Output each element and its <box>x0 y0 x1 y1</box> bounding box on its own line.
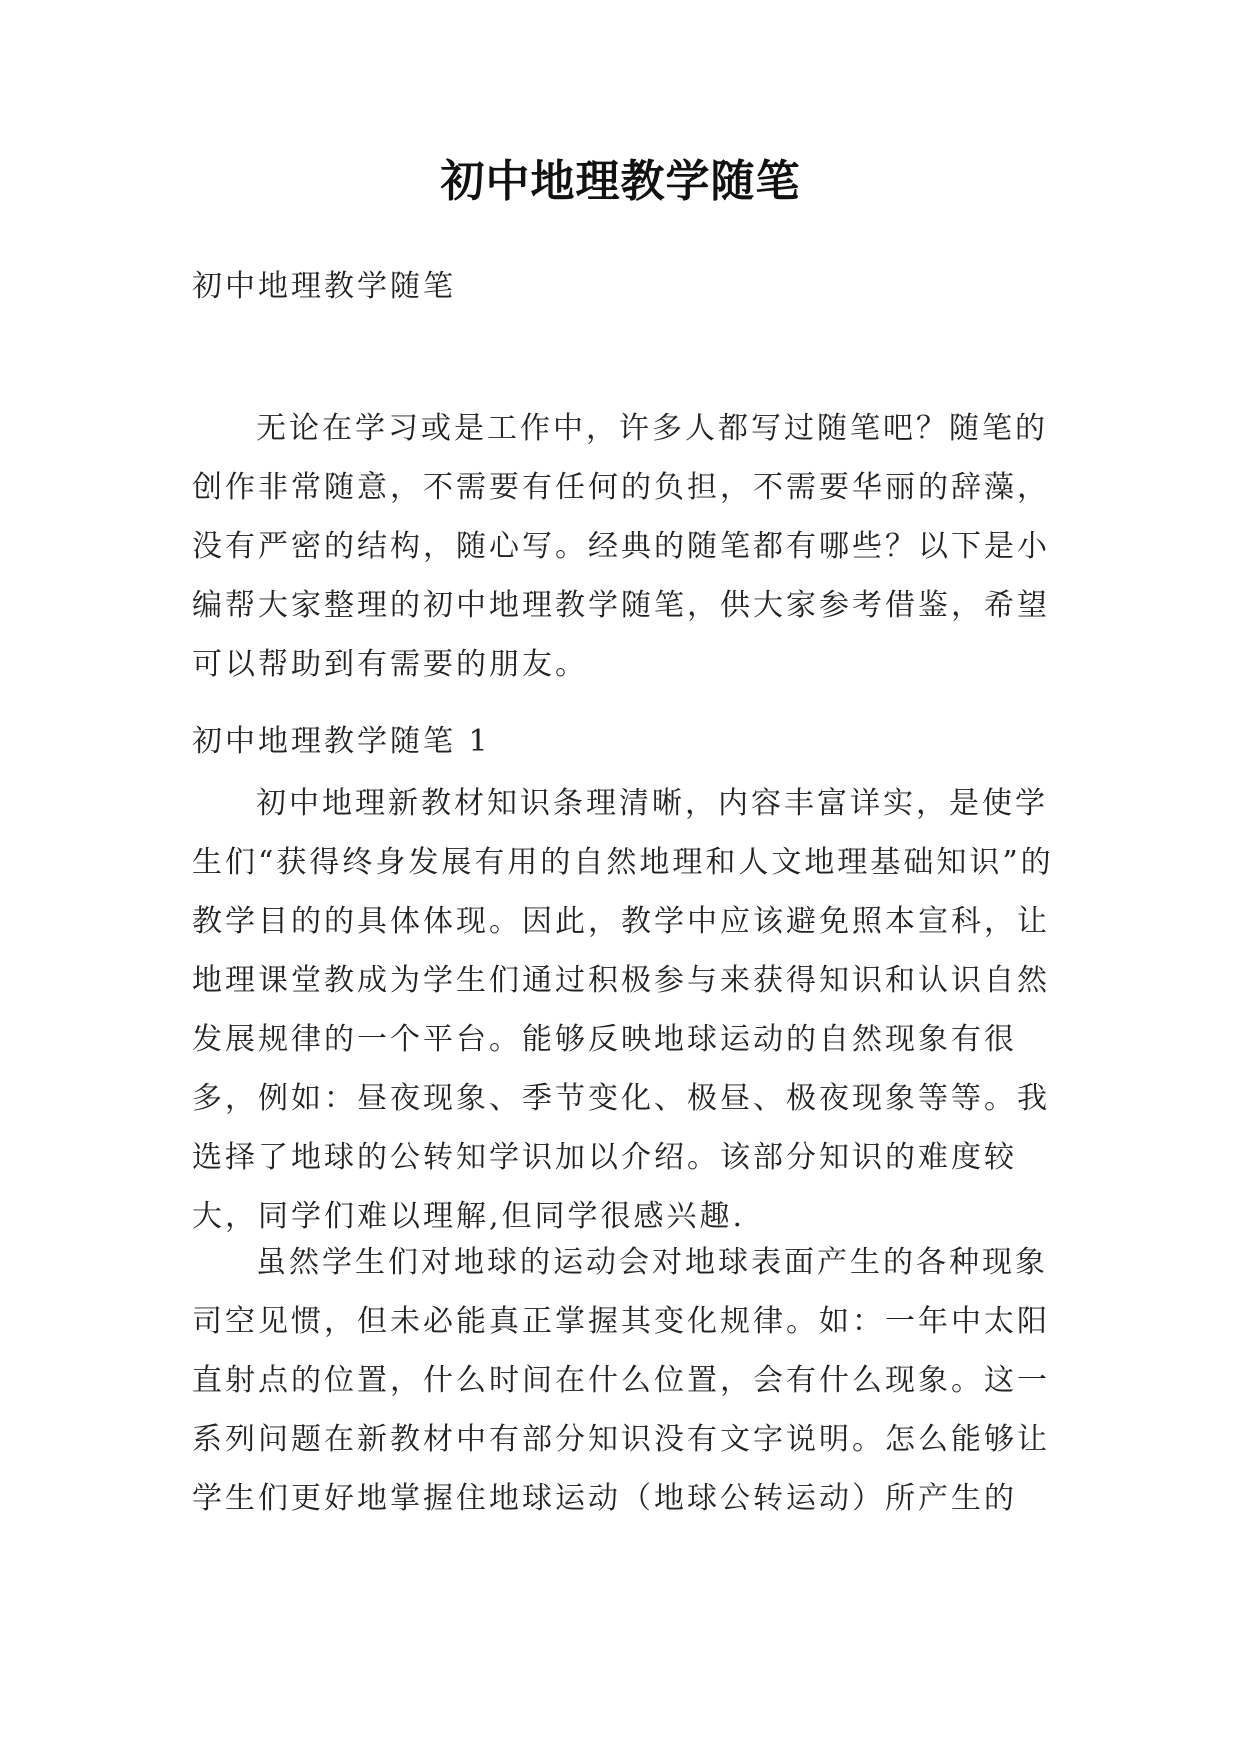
document-subtitle: 初中地理教学随笔 <box>192 269 456 304</box>
intro-paragraph: 无论在学习或是工作中，许多人都写过随笔吧？随笔的创作非常随意，不需要有任何的负担，不需要华丽的辞藻，没有严密的结构，随心写。经典的随笔都有哪些？以下是小编帮大家整理的初中地理教学随笔，供大家参考借鉴，希望可以帮助到有需要的朋友。 <box>192 411 1050 682</box>
document-title: 初中地理教学随笔 <box>440 156 801 207</box>
body-paragraph: 虽然学生们对地球的运动会对地球表面产生的各种现象司空见惯，但未必能真正掌握其变化规律。如：一年中太阳直射点的位置，什么时间在什么位置，会有什么现象。这一系列问题在新教材中有部分知识没有文字说明。怎么能够让学生们更好地掌握住地球运动（地球公转运动）所产生的 <box>192 1245 1050 1516</box>
section-heading: 初中地理教学随笔 1 <box>192 724 491 759</box>
body-paragraph: 初中地理新教材知识条理清晰，内容丰富详实，是使学生们“获得终身发展有用的自然地理和人文地理基础知识”的教学目的的具体体现。因此，教学中应该避免照本宣科，让地理课堂教成为学生们通过积极参与来获得知识和认识自然发展规律的一个平台。能够反映地球运动的自然现象有很多，例如：昼夜现象、季节变化、极昼、极夜现象等等。我选择了地球的公转知学识加以介绍。该部分知识的难度较大，同学们难以理解,但同学很感兴趣. <box>192 786 1054 1234</box>
